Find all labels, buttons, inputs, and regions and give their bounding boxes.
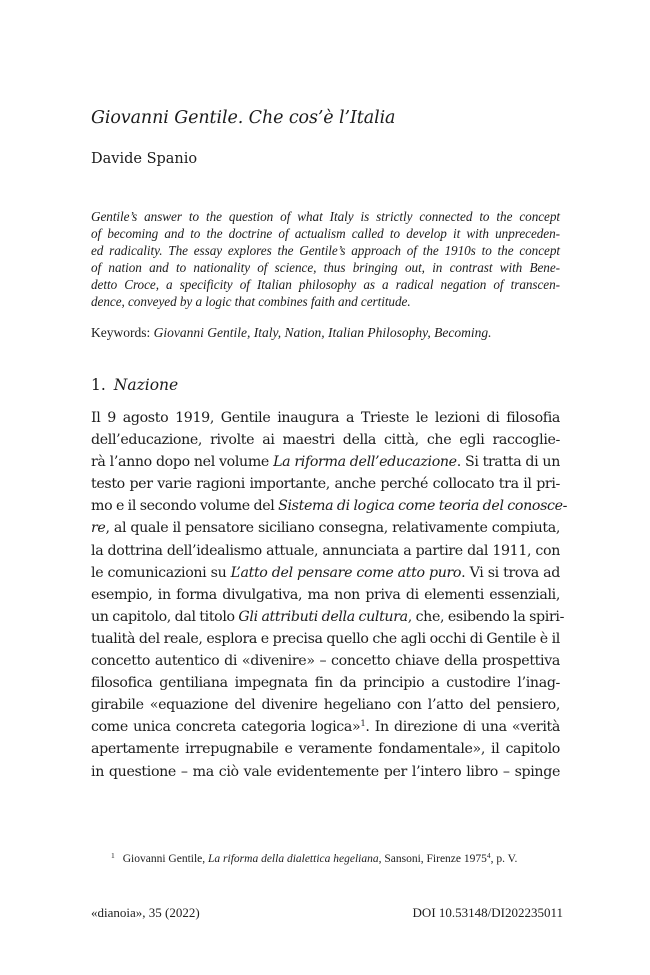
footnote [111,853,517,865]
doi-link[interactable]: DOI 10.53148/DI202235011 [412,905,563,920]
text-run: . In direzione di una «verità [365,719,560,736]
section-heading [91,376,178,394]
body-line [91,495,568,517]
text-run: , al quale il pensatore siciliano consegna, relativamente compiuta, [105,520,560,537]
body-line: testo per varie ragioni importante, anche perché collocato tra il pri- [91,476,560,493]
abstract-line: dence, conveyed by a logic that combines faith and certitude. [91,294,411,309]
body-line [91,562,560,584]
section-number: 1. [91,376,106,394]
keywords [91,325,491,341]
text-run: . Vi si trova ad [461,564,560,581]
body-line: dell’educazione, rivolte ai maestri della città, che egli raccoglie- [91,432,560,449]
footnote-text: Giovanni Gentile, [122,853,209,865]
body-line: girabile «equazione del divenire hegeliano con l’atto del pensiero, [91,697,560,714]
keywords-label: Keywords: [91,325,151,340]
text-run: , che, esibendo la spiri- [407,608,565,625]
body-line [91,716,560,738]
text-run: un capitolo, dal titolo [91,608,239,625]
text-run: le comunicazioni su [91,564,231,581]
body-text [91,407,568,783]
body-line [91,517,560,539]
abstract [91,208,560,310]
footnote-text: , p. V. [490,853,518,865]
book-title: L’atto del pensare come atto puro [230,564,462,581]
footnote-reference[interactable]: 1 [360,719,366,730]
body-line [91,451,560,473]
abstract-line: ed radicality. The essay explores the Gentile’s approach of the 1910s to the concept [91,243,560,258]
body-line: tualità del reale, esplora e precisa quello che agli occhi di Gentile è il [91,630,560,647]
body-line [91,606,565,628]
chapter-title: Gli attributi della cultura [238,608,408,625]
edition-superscript: 4 [486,851,491,860]
body-line: filosofica gentiliana impegnata fin da principio a custodire l’inag- [91,675,560,692]
body-line: la dottrina dell’idealismo attuale, annunciata a partire dal 1911, con [91,542,560,559]
body-line: concetto autentico di «divenire» – concetto chiave della prospettiva [91,653,560,670]
body-line: esempio, in forma divulgativa, ma non priva di elementi essenziali, [91,586,560,603]
section-title: Nazione [113,376,179,394]
keywords-list: Giovanni Gentile, Italy, Nation, Italian Philosophy, Becoming. [153,325,492,340]
body-line: apertamente irrepugnabile e veramente fondamentale», il capitolo [91,741,560,758]
book-title: re [91,520,106,537]
book-title: Sistema di logica come teoria del conosce- [278,498,568,515]
article-title: Giovanni Gentile. Che cos’è l’Italia [91,108,396,128]
footnote-mark: 1 [111,851,115,860]
footnote-text: , Sansoni, Firenze 1975 [378,853,487,865]
body-line: Il 9 agosto 1919, Gentile inaugura a Trieste le lezioni di filosofia [91,410,560,426]
abstract-line: of nation and to nationality of science, thus bringing out, in contrast with Bene- [91,260,560,275]
abstract-line: of becoming and to the doctrine of actualism called to develop it with unpreceden- [91,226,560,241]
journal-citation: «dianoia», 35 (2022) [91,905,200,920]
footnote-book-title: La riforma della dialettica hegeliana [208,853,379,865]
text-run: rà l’anno dopo nel volume [91,454,274,471]
text-run: come unica concreta categoria logica» [91,719,361,736]
abstract-line: detto Croce, a specificity of Italian philosophy as a radical negation of transcen- [91,277,560,292]
text-run: mo e il secondo volume del [91,498,279,515]
text-run: . Si tratta di un [456,454,560,471]
abstract-line: Gentile’s answer to the question of what Italy is strictly connected to the concept [91,209,560,224]
book-title: La riforma dell’educazione [273,454,457,471]
article-author: Davide Spanio [91,151,198,167]
body-line: in questione – ma ciò vale evidentemente per l’intero libro – spinge [91,763,560,780]
